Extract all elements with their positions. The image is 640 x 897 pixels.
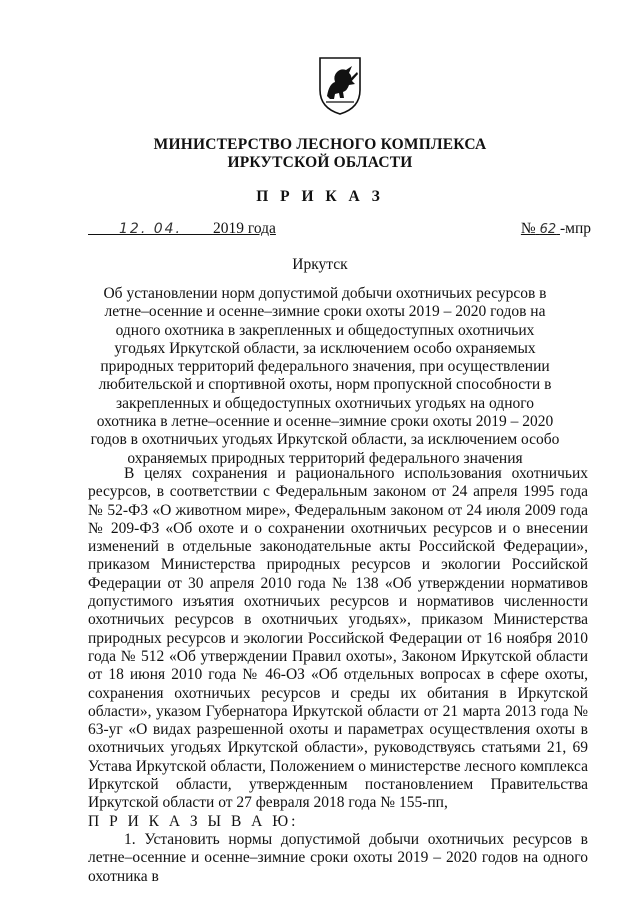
document-date xyxy=(88,220,276,238)
document-number xyxy=(521,220,591,238)
number-suffix: -мпр xyxy=(559,220,591,237)
number-underline xyxy=(521,220,560,237)
ministry-name-line2: ИРКУТСКОЙ ОБЛАСТИ xyxy=(227,154,413,171)
handwritten-date: 12. 04. xyxy=(119,221,182,237)
date-underline xyxy=(88,220,276,237)
date-year: 2019 года xyxy=(212,220,276,237)
order-word: П Р И К А З Ы В А Ю: xyxy=(88,812,299,830)
document-type-heading: П Р И К А З xyxy=(256,188,384,205)
handwritten-number: 62 xyxy=(539,222,557,237)
city: Иркутск xyxy=(292,256,348,273)
document-body xyxy=(88,465,588,886)
coat-of-arms-icon xyxy=(318,56,362,116)
item-1-paragraph: 1. Установить нормы допустимой добычи охотничьих ресурсов в летне–осенние и осенне–зимние сроки охоты 2019 – 2020 годов на одного охотника в xyxy=(88,830,588,885)
ministry-name-line1: МИНИСТЕРСТВО ЛЕСНОГО КОМПЛЕКСА xyxy=(153,136,487,153)
preamble-paragraph: В целях сохранения и рационального использования охотничьих ресурсов, в соответствии с Федеральным законом от 24 апреля 1995 года № 52-ФЗ «О животном мире», Федеральным законом от 24 июля 2009 года № 209-ФЗ «Об охоте и о сохранении охотничьих ресурсов и о внесении изменений в отдельные законодательные акты Российской Федерации», приказом Министерства природных ресурсов и экологии Российской Федерации от 30 апреля 2010 года № 138 «Об утверждении нормативов допустимого изъятия охотничьих ресурсов и нормативов численности охотничьих ресурсов в охотничьих угодьях», приказом Министерства природных ресурсов и экологии Российской Федерации от 16 ноября 2010 года № 512 «Об утверждении Правил охоты», Законом Иркутской области от 18 июня 2010 года № 46-ОЗ «Об отдельных вопросах в сфере охоты, сохранения охотничьих ресурсов и среды их обитания в Иркутской области», указом Губернатора Иркутской области от 21 марта 2013 года № 63-уг «О видах разрешенной охоты и параметрах осуществления охоты в охотничьих угодьях Иркутской области», руководствуясь статьями 21, 69 Устава Иркутской области, Положением о министерстве лесного комплекса Иркутской области, утвержденным постановлением Правительства Иркутской области от 27 февраля 2018 года № 155-пп, xyxy=(88,465,588,812)
document-title: Об установлении норм допустимой добычи охотничьих ресурсов в летне–осенние и осенне–зимние сроки охоты 2019 – 2020 годов на одного охотника в закрепленных и общедоступных охотничьих угодьях Иркутской области, за исключением особо охраняемых природных территорий федерального значения, при осуществлении любительской и спортивной охоты, норм пропускной способности в закрепленных и общедоступных охотничьих угодьях на одного охотника в летне–осенние и осенне–зимние сроки охоты 2019 – 2020 годов в охотничьих угодьях Иркутской области, за исключением особо охраняемых природных территорий федерального значения xyxy=(90,285,560,467)
number-sign: № xyxy=(520,220,536,237)
